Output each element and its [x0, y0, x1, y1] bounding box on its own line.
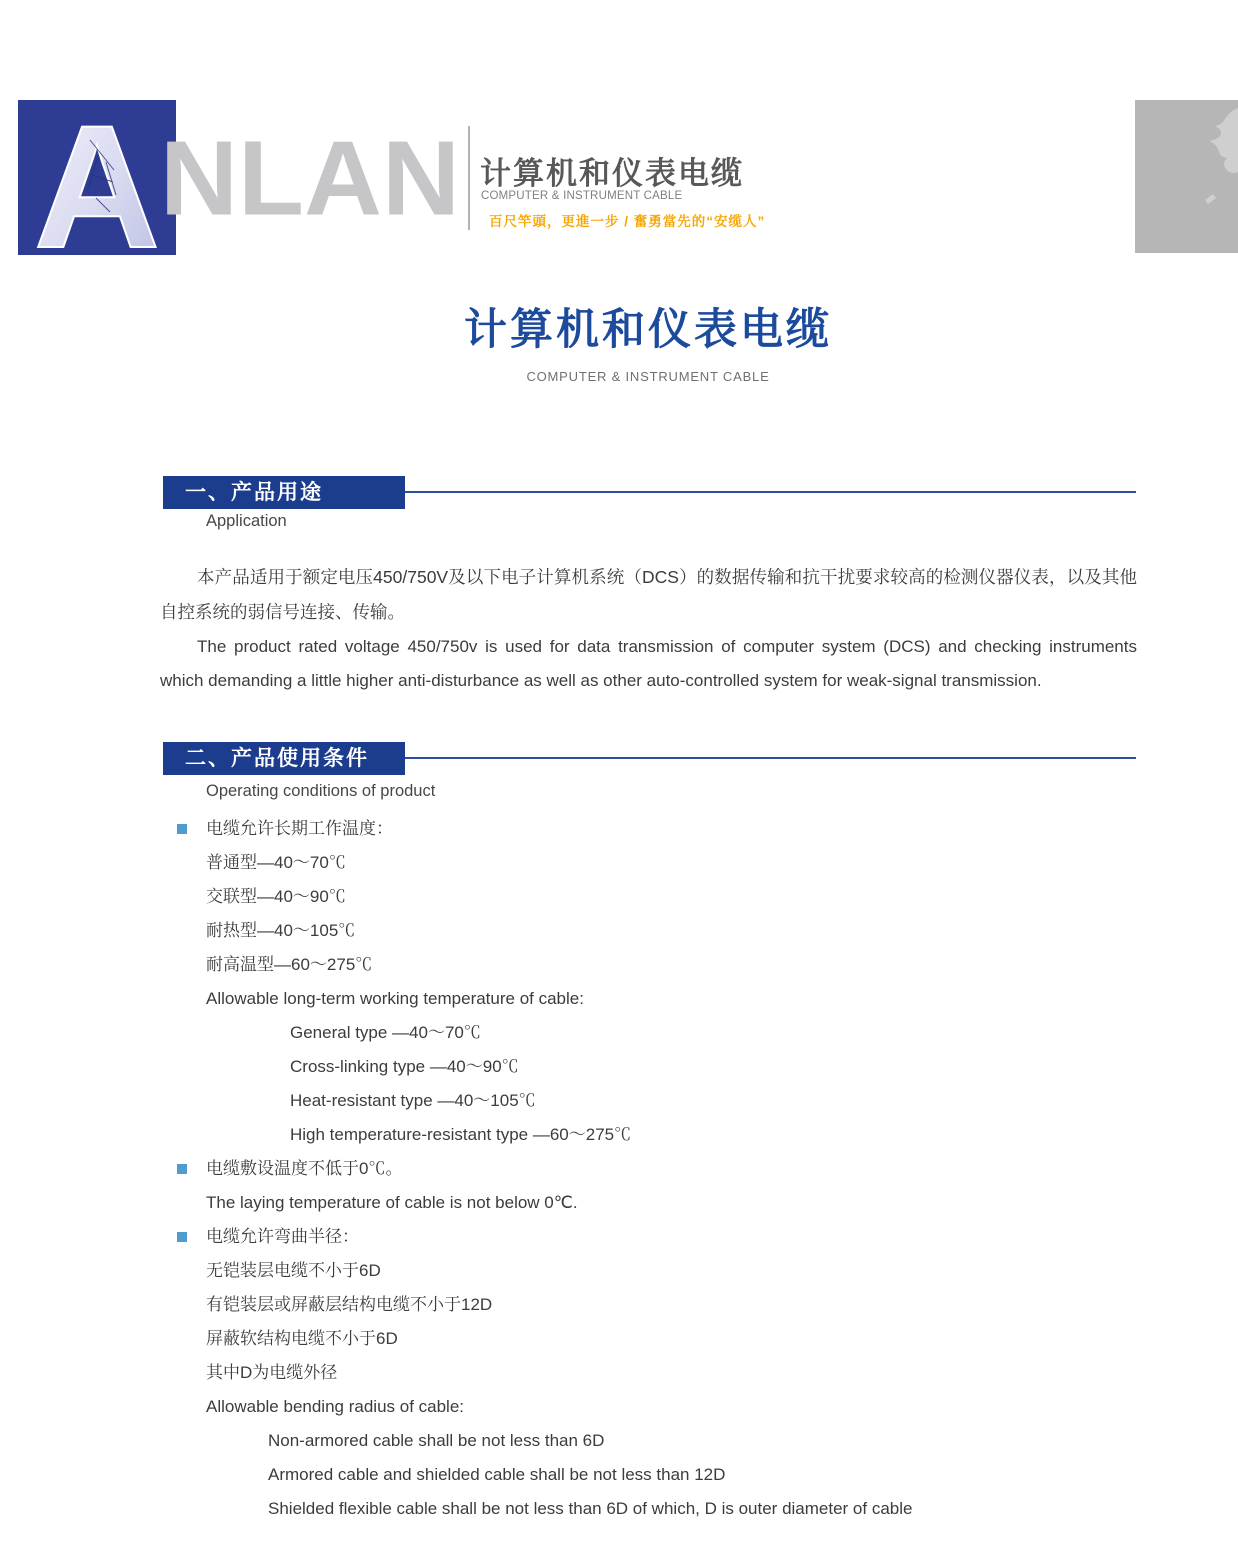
anlan-logo-a-icon [18, 100, 176, 255]
corner-leaf-decoration [1135, 100, 1238, 253]
logo-letter-a: A [33, 100, 161, 255]
list-item [160, 1186, 1140, 1220]
bullet-square-icon [177, 824, 187, 834]
list-item-text: Shielded flexible cable shall be not less than 6D of which, D is outer diameter of cable [268, 1499, 913, 1518]
section-heading-application-en: Application [206, 512, 287, 530]
list-item-text: Allowable long-term working temperature of cable: [206, 989, 584, 1008]
list-item [160, 1118, 1140, 1152]
list-item [160, 948, 1140, 982]
list-item [160, 1322, 1140, 1356]
list-item [160, 1424, 1140, 1458]
conditions-list [160, 812, 1140, 1526]
list-item-text: 电缆允许弯曲半径： [206, 1227, 359, 1246]
list-item [160, 1152, 1140, 1186]
logo-wordmark: NLAN [160, 118, 460, 237]
list-item-text: Armored cable and shielded cable shall be not less than 12D [268, 1465, 726, 1484]
header-product-title-en: COMPUTER & INSTRUMENT CABLE [481, 190, 683, 202]
list-item [160, 846, 1140, 880]
list-item-text: 有铠装层或屏蔽层结构电缆不小于12D [206, 1295, 493, 1314]
list-item-text: 普通型—40～70℃ [206, 853, 346, 872]
bullet-square-icon [177, 1232, 187, 1242]
list-item-text: 电缆允许长期工作温度： [206, 819, 393, 838]
list-item-text: 无铠装层电缆不小于6D [206, 1261, 381, 1280]
page-title: 计算机和仪表电缆 [464, 306, 832, 354]
list-item [160, 982, 1140, 1016]
list-item-text: 电缆敷设温度不低于0℃。 [206, 1159, 403, 1178]
header-divider-line [468, 126, 470, 230]
list-item [160, 914, 1140, 948]
list-item-text: Allowable bending radius of cable: [206, 1397, 465, 1416]
section-rule [398, 491, 1136, 493]
list-item [160, 1458, 1140, 1492]
list-item-text: 耐高温型—60～275℃ [206, 955, 373, 974]
application-paragraph-en: The product rated voltage 450/750v is used for data transmission of computer system (DCS) and checking instruments which demanding a little higher anti-disturbance as well as other auto-controlled system for weak-signal transmission. [160, 637, 1137, 690]
list-item-text: Cross-linking type —40～90℃ [290, 1057, 519, 1076]
list-item-text: The laying temperature of cable is not below 0℃. [206, 1193, 578, 1212]
section-heading-conditions-en: Operating conditions of product [206, 782, 436, 800]
list-item [160, 1390, 1140, 1424]
list-item [160, 1084, 1140, 1118]
list-item [160, 1288, 1140, 1322]
section-heading-application: 一、产品用途 [163, 476, 405, 509]
list-item-text: High temperature-resistant type —60～275℃ [290, 1125, 632, 1144]
list-item [160, 1050, 1140, 1084]
bullet-square-icon [177, 1164, 187, 1174]
list-item [160, 1016, 1140, 1050]
page-subtitle: COMPUTER & INSTRUMENT CABLE [526, 369, 770, 384]
list-item [160, 1492, 1140, 1526]
list-item [160, 1356, 1140, 1390]
section-heading-conditions: 二、产品使用条件 [163, 742, 405, 775]
list-item-text: 屏蔽软结构电缆不小于6D [206, 1329, 398, 1348]
list-item-text: Heat-resistant type —40～105℃ [290, 1091, 536, 1110]
list-item [160, 1220, 1140, 1254]
section-rule [398, 757, 1136, 759]
list-item-text: General type —40～70℃ [290, 1023, 481, 1042]
list-item [160, 1254, 1140, 1288]
header-product-title-cn: 计算机和仪表电缆 [480, 156, 744, 191]
application-paragraph-cn: 本产品适用于额定电压450/750V及以下电子计算机系统（DCS）的数据传输和抗干扰要求较高的检测仪器仪表，以及其他自控系统的弱信号连接、传输。 [160, 567, 1137, 622]
list-item-text: 交联型—40～90℃ [206, 887, 346, 906]
list-item-text: 其中D为电缆外径 [206, 1363, 338, 1382]
brand-slogan: 百尺竿頭，更進一步 / 奮勇當先的“安缆人” [489, 214, 766, 229]
list-item-text: Non-armored cable shall be not less than 6D [268, 1431, 605, 1450]
list-item-text: 耐热型—40～105℃ [206, 921, 356, 940]
list-item [160, 812, 1140, 846]
list-item [160, 880, 1140, 914]
